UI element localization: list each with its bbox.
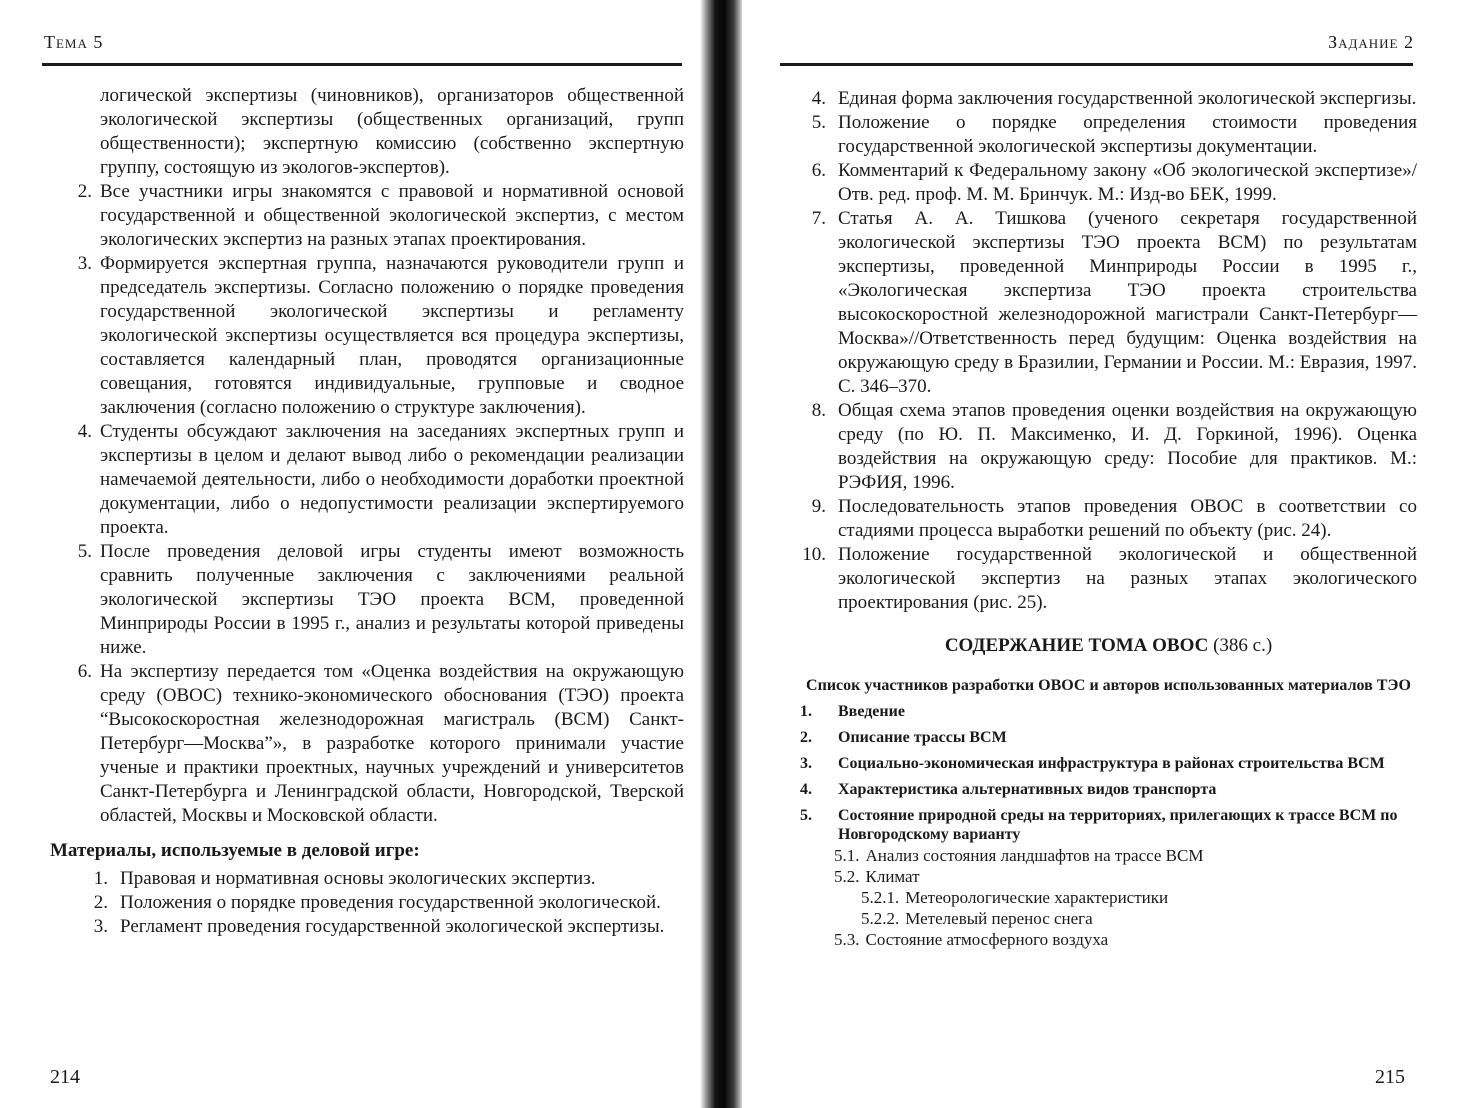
item-text: Правовая и нормативная основы экологических экспертиз. [120, 868, 596, 889]
item-text: Состояние атмосферного воздуха [865, 930, 1109, 949]
item-text: Формируется экспертная группа, назначаются руководители групп и председатель экспертизы. Согласно положению о порядке проведения государственной экологической экспертизы и регламенту экологической экспертизы осуществляется вся процедура экспертизы, составляется календарный план, проводятся организационные совещания, готовятся индивидуальные, групповые и сводное заключения (согласно положению о структуре заключения). [100, 253, 684, 418]
contents-subitem [800, 867, 1417, 886]
item-text: Единая форма заключения государственной экологической экспергизы. [838, 88, 1417, 109]
item-number: 1. [93, 868, 108, 889]
item-text: Климат [865, 867, 920, 886]
materials-heading: Материалы, используемые в деловой игре: [50, 840, 420, 861]
contents-item [800, 806, 1417, 844]
running-header-right: Задание 2 [1328, 32, 1414, 52]
item-text: Комментарий к Федеральному закону «Об экологической экспертизе»/Отв. ред. проф. М. М. Бринчук. М.: Изд-во БЕК, 1999. [838, 160, 1417, 205]
page-number-left: 214 [50, 1066, 80, 1088]
item-number: 2. [800, 729, 812, 746]
item-number: 2. [93, 892, 108, 913]
book-gutter [700, 0, 742, 1108]
list-item [800, 87, 1417, 111]
running-header-left: Тема 5 [44, 32, 104, 52]
list-item [50, 252, 684, 420]
list-item [800, 159, 1417, 207]
item-number: 10. [802, 544, 826, 565]
item-text: Описание трассы ВСМ [838, 729, 1007, 746]
item-number: 2. [77, 181, 92, 202]
item-number: 5.2. [834, 867, 860, 886]
item-number: 5. [800, 807, 812, 824]
item-text: Все участники игры знакомятся с правовой и нормативной основой государственной и общественной экологической экспертиз, с местом экологических экспертиз на разных этапах проектирования. [100, 181, 684, 250]
item-text: Общая схема этапов проведения оценки воздействия на окружающую среду (по Ю. П. Максименко, И. Д. Горкиной, 1996). Оценка воздействия на окружающую среду: Пособие для практиков. М.: РЭФИЯ, 1996. [838, 400, 1417, 493]
list-item [50, 180, 684, 252]
contents-page-count: (386 с.) [1213, 635, 1273, 656]
game-steps-list [50, 180, 684, 828]
right-page-body [800, 87, 1417, 949]
list-item [800, 111, 1417, 159]
item-text: Анализ состояния ландшафтов на трассе ВСМ [865, 846, 1204, 865]
item-number: 5. [811, 112, 826, 133]
contents-subitem [800, 846, 1417, 865]
item-text: Метеорологические характеристики [905, 888, 1169, 907]
item-number: 5.2.2. [861, 909, 900, 928]
item-number: 1. [800, 703, 812, 720]
item-text: Введение [838, 703, 905, 720]
contents-item [800, 702, 1417, 721]
header-rule-left [42, 63, 682, 66]
item-number: 3. [93, 916, 108, 937]
item-text: На экспертизу передается том «Оценка воздействия на окружающую среду (ОВОС) технико-экономического обоснования (ТЭО) проекта “Высокоскоростная железнодорожная магистраль (ВСМ) Санкт-Петербург—Москва”», в разработке которого принимали участие ученые и практики проектных, научных учреждений и университетов Санкт-Петербурга и Ленинградской области, Новгородской, Тверской областей, Москвы и Московской области. [100, 661, 684, 826]
item-text: Регламент проведения государственной экологической экспертизы. [120, 916, 665, 937]
list-item [50, 891, 684, 915]
left-page [0, 0, 700, 1108]
item-text: Последовательность этапов проведения ОВОС в соответствии со стадиями процесса выработки решений по объекту (рис. 24). [838, 496, 1417, 541]
list-item [50, 540, 684, 660]
header-rule-right [780, 63, 1413, 66]
item-text: Состояние природной среды на территориях, прилегающих к трассе ВСМ по Новгородскому варианту [838, 807, 1398, 843]
item-number: 4. [811, 88, 826, 109]
item-number: 5.3. [834, 930, 860, 949]
item-text: Положение о порядке определения стоимости проведения государственной экологической экспертизы документации. [838, 112, 1417, 157]
contents-item [800, 780, 1417, 799]
list-item [50, 660, 684, 828]
continued-paragraph: логической экспертизы (чиновников), организаторов общественной экологической экспертизы (общественных организаций, групп общественности); экспертную комиссию (собственно экспертную группу, состоящую из экологов-экспертов). [100, 85, 684, 178]
item-number: 5. [77, 541, 92, 562]
item-text: После проведения деловой игры студенты имеют возможность сравнить полученные заключения с заключениями реальной экологической экспертизы ТЭО проекта ВСМ, проведенной Минприроды России в 1995 г., анализ и результаты которой приведены ниже. [100, 541, 684, 658]
list-item [800, 207, 1417, 399]
list-item [800, 543, 1417, 615]
item-text: Студенты обсуждают заключения на заседаниях экспертных групп и экспертизы в целом и делают вывод либо о рекомендации реализации намечаемой деятельности, либо о необходимости доработки проектной документации, либо о недопустимости реализации экспертируемого проекта. [100, 421, 684, 538]
materials-list [50, 867, 684, 939]
item-number: 9. [811, 496, 826, 517]
contents-subsubitem [800, 888, 1417, 907]
list-item [50, 867, 684, 891]
item-text: Характеристика альтернативных видов транспорта [838, 781, 1217, 798]
item-text: Социально-экономическая инфраструктура в районах строительства ВСМ [838, 755, 1385, 772]
item-number: 4. [800, 781, 812, 798]
item-number: 5.1. [834, 846, 860, 865]
left-page-body [50, 84, 684, 939]
item-number: 7. [811, 208, 826, 229]
item-text: Положение государственной экологической и общественной экологической экспертиз на разных этапах экологического проектирования (рис. 25). [838, 544, 1417, 613]
list-item [50, 915, 684, 939]
contents-item [800, 728, 1417, 747]
contents-subtitle: Список участников разработки ОВОС и авторов использованных материалов ТЭО [806, 677, 1411, 694]
list-item [800, 399, 1417, 495]
contents-subsubitem [800, 909, 1417, 928]
contents-subitem [800, 930, 1417, 949]
right-page [742, 0, 1459, 1108]
contents-title [800, 634, 1417, 658]
contents-title-text: СОДЕРЖАНИЕ ТОМА ОВОС [944, 635, 1209, 656]
item-number: 5.2.1. [861, 888, 900, 907]
contents-list [800, 702, 1417, 949]
item-number: 8. [811, 400, 826, 421]
list-item [50, 420, 684, 540]
item-text: Положения о порядке проведения государственной экологической. [120, 892, 661, 913]
item-number: 6. [811, 160, 826, 181]
list-item [800, 495, 1417, 543]
item-text: Метелевый перенос снега [905, 909, 1093, 928]
item-number: 4. [77, 421, 92, 442]
materials-list-continued [800, 87, 1417, 615]
item-number: 3. [77, 253, 92, 274]
contents-item [800, 754, 1417, 773]
item-number: 3. [800, 755, 812, 772]
item-text: Статья А. А. Тишкова (ученого секретаря государственной экологической экспертизы ТЭО проекта ВСМ) по результатам экспертизы, проведенной Минприроды России в 1995 г., «Экологическая экспертиза ТЭО проекта строительства высокоскоростной железнодорожной магистрали Санкт-Петербург—Москва»//Ответственность перед будущим: Оценка воздействия на окружающую среду в Бразилии, Германии и России. М.: Евразия, 1997. С. 346–370. [838, 208, 1417, 397]
item-number: 6. [77, 661, 92, 682]
page-number-right: 215 [1375, 1066, 1405, 1088]
